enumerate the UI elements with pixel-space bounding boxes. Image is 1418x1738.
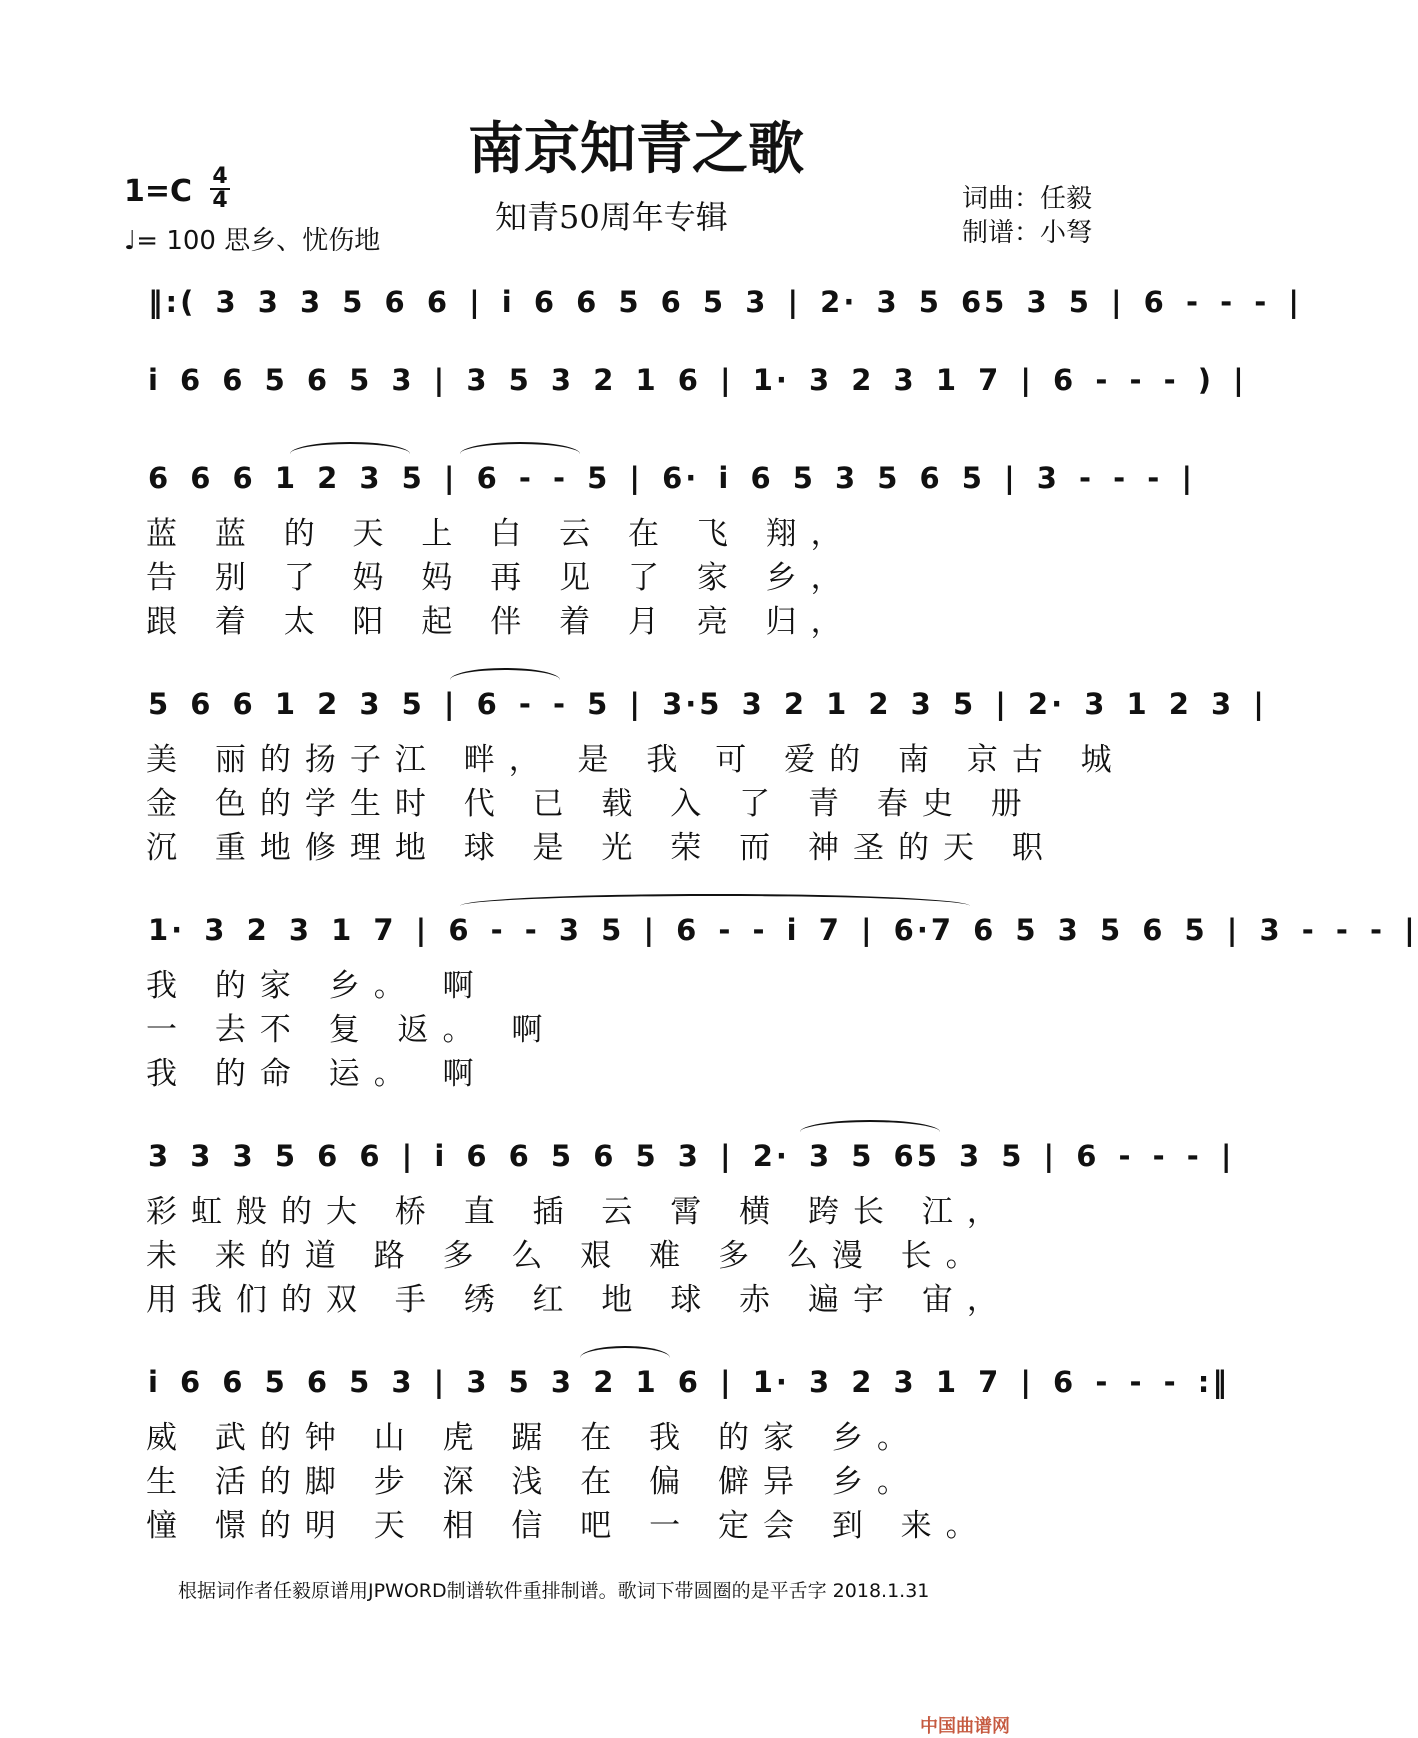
- lyric-line-5-verse-2: 一 去不 复 返。 啊: [146, 1012, 557, 1048]
- lyric-line-4-verse-2: 金 色的学生时 代 已 载 入 了 青 春史 册: [146, 786, 1036, 822]
- lyric-line-4-verse-3: 沉 重地修理地 球 是 光 荣 而 神圣的天 职: [146, 830, 1057, 866]
- meter-top: 4: [212, 164, 228, 189]
- score-line-6: 3 3 3 5 6 6 | i 6 6 5 6 5 3 | 2· 3 5 65 3 5 | 6 - - - |: [148, 1139, 1235, 1173]
- score-line-1: ‖:( 3 3 3 5 6 6 | i 6 6 5 6 5 3 | 2· 3 5 65 3 5 | 6 - - - |: [148, 285, 1302, 319]
- key-signature: 1=C: [124, 174, 193, 209]
- time-signature: [210, 166, 230, 212]
- lyric-line-7-verse-1: 威 武的钟 山 虎 踞 在 我 的家 乡。: [146, 1420, 922, 1456]
- lyric-line-5-verse-3: 我 的命 运。 啊: [146, 1056, 488, 1092]
- lyric-line-5-verse-1: 我 的家 乡。 啊: [146, 968, 488, 1004]
- lyric-line-4-verse-1: 美 丽的扬子江 畔， 是 我 可 爱的 南 京古 城: [146, 742, 1126, 778]
- slur-mark: [460, 894, 970, 906]
- footer-note: 根据词作者任毅原谱用JPWORD制谱软件重排制谱。歌词下带圆圈的是平舌字 2018.1.31: [178, 1580, 930, 1602]
- slur-mark: [460, 442, 580, 454]
- lyric-line-6-verse-2: 未 来的道 路 多 么 艰 难 多 么漫 长。: [146, 1238, 991, 1274]
- lyric-line-7-verse-3: 憧 憬的明 天 相 信 吧 一 定会 到 来。: [146, 1508, 991, 1544]
- slur-mark: [290, 442, 410, 454]
- lyric-line-6-verse-3: 用我们的双 手 绣 红 地 球 赤 遍宇 宙，: [146, 1282, 1012, 1318]
- score-line-2: i 6 6 5 6 5 3 | 3 5 3 2 1 6 | 1· 3 2 3 1 7 | 6 - - - ) |: [148, 363, 1247, 397]
- lyric-line-7-verse-2: 生 活的脚 步 深 浅 在 偏 僻异 乡。: [146, 1464, 922, 1500]
- lyric-line-6-verse-1: 彩虹般的大 桥 直 插 云 霄 横 跨长 江，: [146, 1194, 1012, 1230]
- score-line-3: 6 6 6 1 2 3 5 | 6 - - 5 | 6· i 6 5 3 5 6 5 | 3 - - - |: [148, 461, 1196, 495]
- score-line-4: 5 6 6 1 2 3 5 | 6 - - 5 | 3·5 3 2 1 2 3 5 | 2· 3 1 2 3 |: [148, 687, 1267, 721]
- slur-mark: [580, 1346, 670, 1358]
- lyric-line-3-verse-2: 告 别 了 妈 妈 再 见 了 家 乡，: [146, 560, 856, 596]
- meter-bottom: 4: [212, 188, 228, 213]
- lyric-line-3-verse-3: 跟 着 太 阳 起 伴 着 月 亮 归，: [146, 604, 856, 640]
- song-title: 南京知青之歌: [468, 117, 804, 182]
- transcriber-credit: 制谱：小弩: [962, 218, 1093, 248]
- tempo-marking: ♩= 100 思乡、忧伤地: [124, 226, 381, 256]
- lyric-line-3-verse-1: 蓝 蓝 的 天 上 白 云 在 飞 翔，: [146, 516, 856, 552]
- subtitle: 知青50周年专辑: [495, 198, 728, 236]
- slur-mark: [800, 1120, 940, 1132]
- site-watermark: 中国曲谱网: [920, 1716, 1010, 1737]
- score-line-7: i 6 6 5 6 5 3 | 3 5 3 2 1 6 | 1· 3 2 3 1 7 | 6 - - - :‖: [148, 1365, 1230, 1399]
- slur-mark: [450, 668, 560, 680]
- score-line-5: 1· 3 2 3 1 7 | 6 - - 3 5 | 6 - - i 7 | 6·7 6 5 3 5 6 5 | 3 - - - |: [148, 913, 1418, 947]
- lyricist-credit: 词曲：任毅: [962, 184, 1093, 214]
